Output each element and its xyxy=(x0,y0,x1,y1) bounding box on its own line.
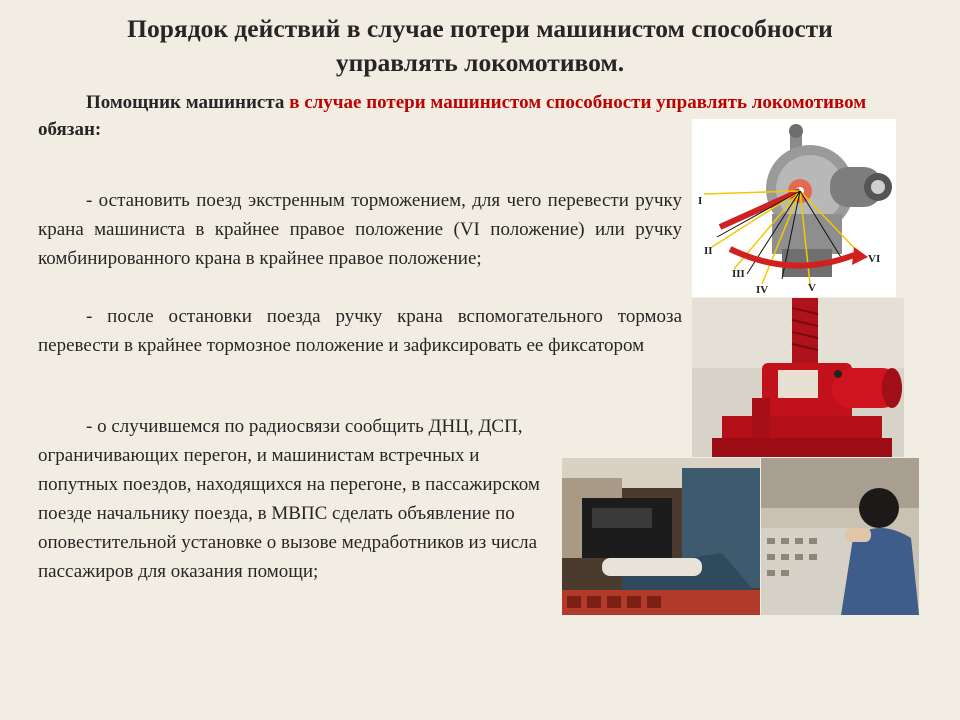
intro-part-3: обязан: xyxy=(38,119,102,140)
intro-part-2-highlight: в случае потери машинистом способности управлять локомотивом xyxy=(289,92,867,113)
instruction-paragraph-1 xyxy=(38,186,682,273)
title-line-1: Порядок действий в случае потери машинистом способности xyxy=(127,14,833,43)
position-label-V: V xyxy=(808,282,816,294)
instruction-text-3: - о случившемся по радиосвязи сообщить ДНЦ, ДСП, ограничивающих перегон, и машинистам встречных и попутных поездов, находящихся на перегоне, в пассажирском поезде начальнику поезда, в МВПС сделать объявление по оповестительной установке о вызове медработников из числа пассажиров для оказания помощи; xyxy=(38,416,540,582)
position-label-II: II xyxy=(704,245,713,257)
position-label-IV: IV xyxy=(756,284,769,296)
instruction-paragraph-2 xyxy=(38,302,682,360)
auxiliary-brake-valve-photo xyxy=(692,298,904,457)
instruction-text-1: - остановить поезд экстренным торможением, для чего перевести ручку крана машиниста в крайнее правое положение (VI положение) или ручку комбинированного крана в крайнее правое положение; xyxy=(38,190,682,269)
instruction-paragraph-3 xyxy=(38,412,550,586)
instruction-text-2: - после остановки поезда ручку крана вспомогательного тормоза перевести в крайнее тормозное положение и зафиксировать ее фиксатором xyxy=(38,306,682,356)
title-line-2: управлять локомотивом. xyxy=(335,48,625,77)
intro-part-1: Помощник машиниста xyxy=(86,92,290,113)
position-label-III: III xyxy=(732,268,745,280)
crane-position-diagram xyxy=(692,119,896,297)
slide-title xyxy=(40,12,920,80)
dispatcher-console-photo xyxy=(761,458,919,615)
position-label-I: I xyxy=(698,195,703,207)
driver-cab-radio-photo xyxy=(562,458,760,615)
position-label-VI: VI xyxy=(868,253,881,265)
